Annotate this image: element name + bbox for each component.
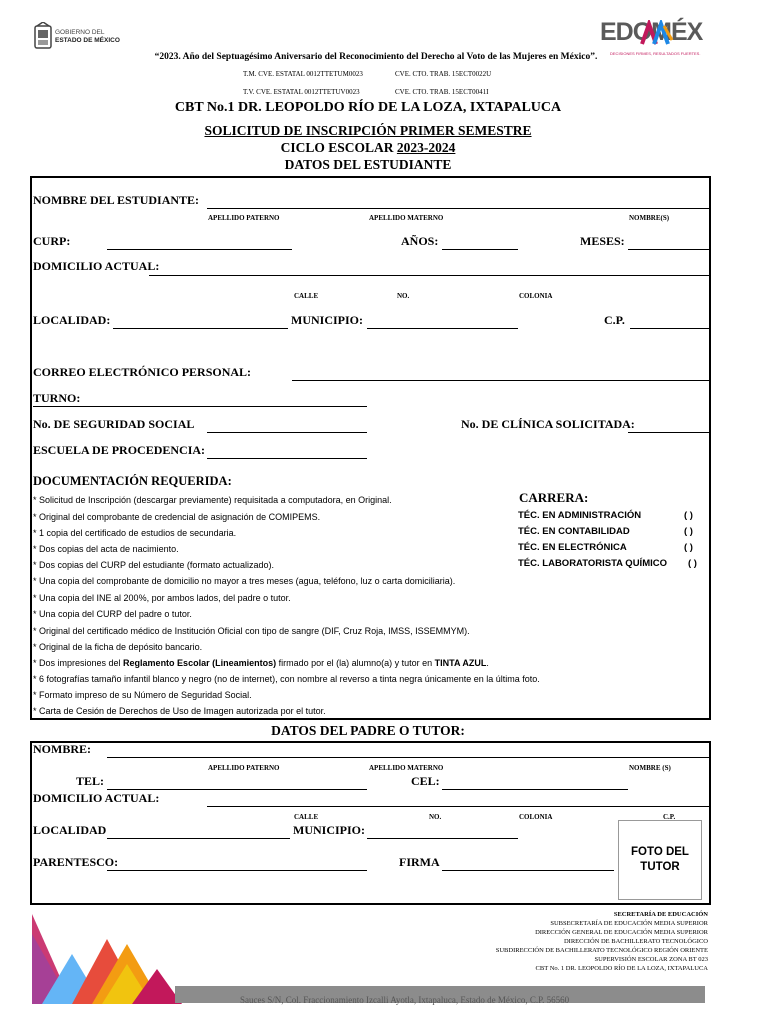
localidad-field[interactable] xyxy=(113,328,288,329)
firma-label: FIRMA xyxy=(399,855,440,869)
tv-cve: T.V. CVE. ESTATAL 0012TTETUV0023 xyxy=(243,88,360,96)
tutor-colonia: COLONIA xyxy=(519,813,553,821)
doc-item: * Dos copias del CURP del estudiante (formato actualizado). xyxy=(33,560,274,570)
student-section-title: DATOS DEL ESTUDIANTE xyxy=(284,157,452,172)
doc-item: * Dos copias del acta de nacimiento. xyxy=(33,544,179,554)
carrera-option-checkbox[interactable]: ( ) xyxy=(684,510,693,521)
footer-line: SUBDIRECCIÓN DE BACHILLERATO TECNOLÓGICO REGIÓN ORIENTE xyxy=(495,947,708,954)
footer-line: SECRETARÍA DE EDUCACIÓN xyxy=(613,911,708,918)
parentesco-field[interactable] xyxy=(107,870,367,871)
cycle xyxy=(0,140,752,156)
tutor-domicilio-field[interactable] xyxy=(207,806,710,807)
municipio-field[interactable] xyxy=(367,328,518,329)
reglamento-prefix: * Dos impresiones del xyxy=(33,658,124,668)
anos-label: AÑOS: xyxy=(401,234,439,248)
escuela-field[interactable] xyxy=(207,458,367,459)
meses-field[interactable] xyxy=(628,249,710,250)
tutor-localidad-label: LOCALIDAD xyxy=(33,823,107,837)
clinica-field[interactable] xyxy=(628,432,710,433)
edomex-logo-text: EDOMÉX xyxy=(600,18,703,46)
carrera-title: CARRERA: xyxy=(519,490,589,505)
student-apellido-paterno: APELLIDO PATERNO xyxy=(208,214,280,222)
student-apellido-materno: APELLIDO MATERNO xyxy=(369,214,444,222)
tutor-cp: C.P. xyxy=(663,813,676,821)
doc-item-reglamento xyxy=(33,658,489,668)
docs-title: DOCUMENTACIÓN REQUERIDA: xyxy=(33,474,232,488)
cp-field[interactable] xyxy=(630,328,710,329)
cel-label: CEL: xyxy=(411,774,440,788)
email-label: CORREO ELECTRÓNICO PERSONAL: xyxy=(33,365,252,379)
tutor-calle: CALLE xyxy=(294,813,319,821)
meses-label: MESES: xyxy=(580,234,625,248)
tutor-municipio-label: MUNICIPIO: xyxy=(293,823,365,837)
cp-label: C.P. xyxy=(604,313,625,327)
tel-label: TEL: xyxy=(76,774,105,788)
foto-tutor-box[interactable] xyxy=(618,820,702,900)
footer-line: SUPERVISIÓN ESCOLAR ZONA BT 023 xyxy=(594,956,708,963)
anos-field[interactable] xyxy=(442,249,518,250)
footer-line: DIRECCIÓN DE BACHILLERATO TECNOLÓGICO xyxy=(563,938,708,945)
tutor-localidad-field[interactable] xyxy=(107,838,290,839)
reglamento-middle: firmado por el (la) alumno(a) y tutor en xyxy=(276,658,435,668)
carrera-option-checkbox[interactable]: ( ) xyxy=(684,526,693,537)
carrera-option-label: TÉC. EN ELECTRÓNICA xyxy=(518,542,627,553)
tutor-apellido-materno: APELLIDO MATERNO xyxy=(369,764,444,772)
domicilio-label: DOMICILIO ACTUAL: xyxy=(33,259,160,273)
escuela-label: ESCUELA DE PROCEDENCIA: xyxy=(33,443,206,457)
student-name-field[interactable] xyxy=(207,208,710,209)
clinica-label: No. DE CLÍNICA SOLICITADA: xyxy=(461,417,635,431)
firma-field[interactable] xyxy=(442,870,614,871)
tutor-nombre-label: NOMBRE: xyxy=(33,742,91,756)
tutor-nombres: NOMBRE (S) xyxy=(629,764,671,772)
student-name-label: NOMBRE DEL ESTUDIANTE: xyxy=(33,193,200,207)
gov-logo-line1: GOBIERNO DEL xyxy=(55,29,105,36)
domicilio-colonia: COLONIA xyxy=(519,292,553,300)
cycle-value: 2023-2024 xyxy=(396,140,456,155)
domicilio-calle: CALLE xyxy=(294,292,319,300)
gov-logo-line2: ESTADO DE MÉXICO xyxy=(55,37,120,44)
carrera-option-checkbox[interactable]: ( ) xyxy=(688,558,697,569)
reglamento-suffix: . xyxy=(486,658,489,668)
doc-item: * Formato impreso de su Número de Seguridad Social. xyxy=(33,690,252,700)
carrera-option-checkbox[interactable]: ( ) xyxy=(684,542,693,553)
foto-tutor-line2: TUTOR xyxy=(640,861,680,873)
tutor-section-title: DATOS DEL PADRE O TUTOR: xyxy=(271,723,465,738)
school-name: CBT No.1 DR. LEOPOLDO RÍO DE LA LOZA, IXTAPALUCA xyxy=(174,100,562,115)
curp-label: CURP: xyxy=(33,234,71,248)
motto: “2023. Año del Septuagésimo Aniversario del Reconocimiento del Derecho al Voto de las Mujeres en México”. xyxy=(154,52,598,62)
doc-item: * Original de la ficha de depósito bancario. xyxy=(33,642,203,652)
edomex-color-mark-icon xyxy=(640,20,676,46)
reglamento-bold2: TINTA AZUL xyxy=(434,658,487,668)
reglamento-bold1: Reglamento Escolar (Lineamientos) xyxy=(123,658,277,668)
turno-label: TURNO: xyxy=(33,391,81,405)
email-field[interactable] xyxy=(292,380,710,381)
tutor-domicilio-label: DOMICILIO ACTUAL: xyxy=(33,791,160,805)
doc-item: * Original del certificado médico de Institución Oficial con tipo de sangre (DIF, Cruz Roja, IMSS, ISSEMMYM). xyxy=(33,626,470,636)
localidad-label: LOCALIDAD: xyxy=(33,313,111,327)
doc-item: * Una copia del comprobante de domicilio no mayor a tres meses (agua, teléfono, luz o carta domiciliaria). xyxy=(33,576,456,586)
carrera-option-label: TÉC. EN ADMINISTRACIÓN xyxy=(518,510,642,521)
turno-field[interactable] xyxy=(33,406,367,407)
cel-field[interactable] xyxy=(442,789,628,790)
doc-item: * Original del comprobante de credencial de asignación de COMIPEMS. xyxy=(33,512,321,522)
footer-address: Sauces S/N, Col. Fraccionamiento Izcalli Ayotla, Ixtapaluca, Estado de México, C.P. 56560 xyxy=(240,995,570,1005)
tutor-municipio-field[interactable] xyxy=(367,838,518,839)
doc-item: * 6 fotografías tamaño infantil blanco y negro (no de internet), con nombre al reverso a tinta negra únicamente en la última foto. xyxy=(33,674,540,684)
nss-label: No. DE SEGURIDAD SOCIAL xyxy=(33,417,195,431)
footer-line: DIRECCIÓN GENERAL DE EDUCACIÓN MEDIA SUPERIOR xyxy=(535,929,708,936)
gov-logo xyxy=(33,22,133,52)
municipio-label: MUNICIPIO: xyxy=(291,313,363,327)
tutor-nombre-field[interactable] xyxy=(107,757,710,758)
doc-item: * Una copia del CURP del padre o tutor. xyxy=(33,609,192,619)
footer-line: SUBSECRETARÍA DE EDUCACIÓN MEDIA SUPERIOR xyxy=(550,920,708,927)
coat-of-arms-icon xyxy=(33,22,53,50)
tv-cto: CVE. CTO. TRAB. 15ECT0041I xyxy=(395,88,489,96)
tutor-apellido-paterno: APELLIDO PATERNO xyxy=(208,764,280,772)
tm-cve: T.M. CVE. ESTATAL 0012TTETUM0023 xyxy=(243,70,363,78)
doc-item: * Carta de Cesión de Derechos de Uso de Imagen autorizada por el tutor. xyxy=(33,706,326,716)
student-nombres: NOMBRE(S) xyxy=(629,214,670,222)
doc-item: * Solicitud de Inscripción (descargar previamente) requisitada a computadora, en Original. xyxy=(33,495,392,505)
request-title: SOLICITUD DE INSCRIPCIÓN PRIMER SEMESTRE xyxy=(204,123,532,138)
tutor-no: NO. xyxy=(429,813,442,821)
curp-field[interactable] xyxy=(107,249,292,250)
carrera-option-label: TÉC. EN CONTABILIDAD xyxy=(518,526,630,537)
nss-field[interactable] xyxy=(207,432,367,433)
carrera-option-label: TÉC. LABORATORISTA QUÍMICO xyxy=(518,558,668,569)
domicilio-field[interactable] xyxy=(149,275,710,276)
doc-item: * 1 copia del certificado de estudios de secundaria. xyxy=(33,528,237,538)
edomex-tagline: DECISIONES FIRMES, RESULTADOS FUERTES. xyxy=(610,51,701,56)
parentesco-label: PARENTESCO: xyxy=(33,855,119,869)
tel-field[interactable] xyxy=(107,789,367,790)
domicilio-no: NO. xyxy=(397,292,410,300)
doc-item: * Una copia del INE al 200%, por ambos lados, del padre o tutor. xyxy=(33,593,291,603)
foto-tutor-line1: FOTO DEL xyxy=(631,846,689,858)
tm-cto: CVE. CTO. TRAB. 15ECT0022U xyxy=(395,70,492,78)
cycle-label: CICLO ESCOLAR xyxy=(280,140,397,155)
footer-line: CBT No. 1 DR. LEOPOLDO RÍO DE LA LOZA, IXTAPALUCA xyxy=(535,965,708,972)
